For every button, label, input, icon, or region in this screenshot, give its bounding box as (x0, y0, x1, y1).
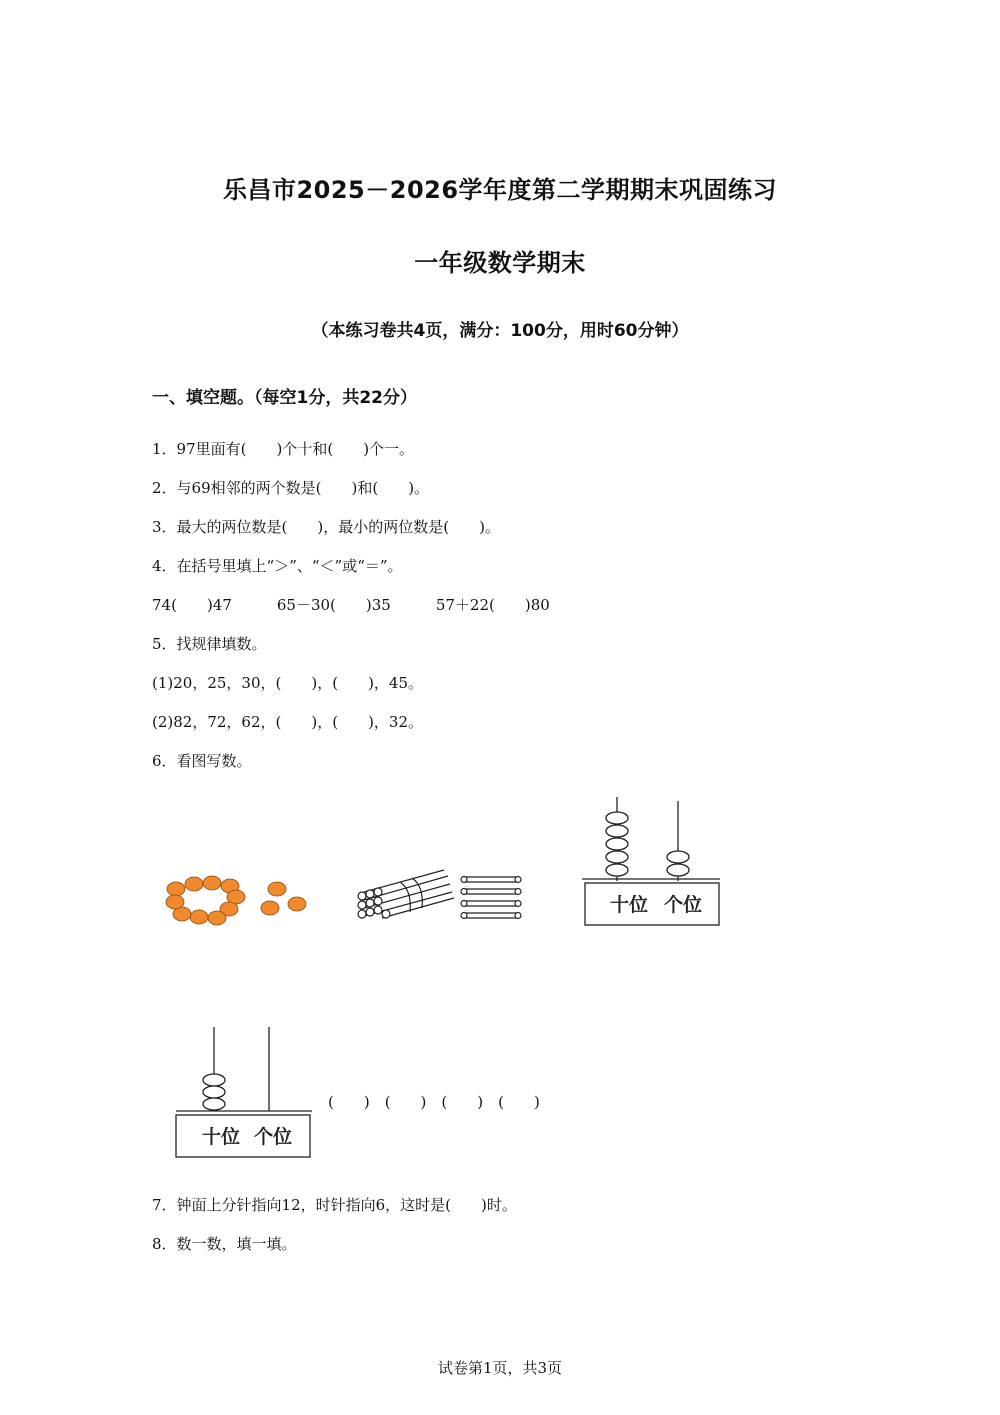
question-4: 4．在括号里填上“＞”、“＜”或“＝”。 (152, 557, 403, 575)
question-5-part-2: (2)82，72，62，( )，( )，32。 (152, 713, 424, 731)
question-8: 8．数一数，填一填。 (152, 1235, 297, 1253)
abacus-ones-label: 个位 (664, 894, 703, 916)
abacus-tens-label: 十位 (610, 894, 649, 916)
section-heading: 一、填空题。（每空1分，共22分） (152, 388, 417, 408)
question-1: 1．97里面有( )个十和( )个一。 (152, 440, 415, 458)
abacus-ones-label: 个位 (254, 1126, 293, 1148)
orange-dots-picture (160, 870, 320, 930)
question-6-answer-blanks: ( ) ( ) ( ) ( ) (328, 1093, 540, 1111)
page-subtitle: 一年级数学期末 (414, 249, 586, 277)
page-footer: 试卷第1页，共3页 (437, 1359, 563, 1377)
question-6: 6．看图写数。 (152, 752, 252, 770)
abacus-tens-label: 十位 (202, 1126, 241, 1148)
abacus-picture-1 (580, 795, 725, 930)
abacus-picture-2 (172, 1025, 317, 1160)
question-7: 7．钟面上分针指向12，时针指向6，这时是( )时。 (152, 1196, 517, 1214)
question-5: 5．找规律填数。 (152, 635, 267, 653)
sticks-bundle-picture (352, 860, 532, 930)
question-3: 3．最大的两位数是( )，最小的两位数是( )。 (152, 518, 500, 536)
question-2: 2．与69相邻的两个数是( )和( )。 (152, 479, 430, 497)
exam-info: （本练习卷共4页，满分：100分，用时60分钟） (311, 321, 689, 341)
question-4-comparisons: 74( )47 65－30( )35 57＋22( )80 (152, 596, 550, 614)
question-5-part-1: (1)20，25，30，( )，( )，45。 (152, 674, 424, 692)
page-title: 乐昌市2025－2026学年度第二学期期末巩固练习 (222, 176, 778, 204)
